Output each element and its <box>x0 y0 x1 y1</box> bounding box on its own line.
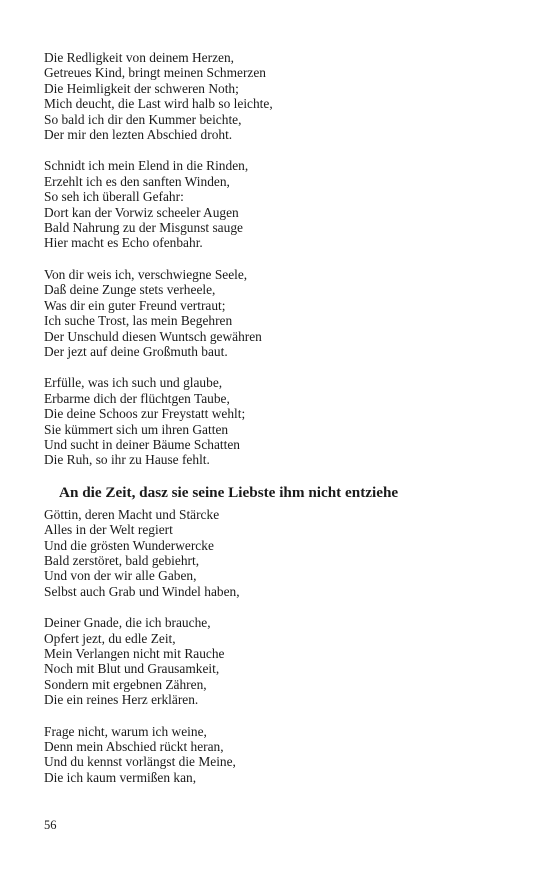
verse-line: Hier macht es Echo ofenbahr. <box>44 235 203 251</box>
poem-title: An die Zeit, dasz sie seine Liebste ihm nicht entziehe <box>59 483 399 501</box>
verse-line: Mein Verlangen nicht mit Rauche <box>44 646 225 661</box>
verse-line: Der Unschuld diesen Wuntsch gewähren <box>44 328 262 344</box>
verse-line: Alles in der Welt regiert <box>44 522 173 538</box>
verse-line: Denn mein Abschied rückt heran, <box>44 739 224 755</box>
verse-line: Die ein reines Herz erklären. <box>44 692 199 708</box>
stanza <box>44 615 514 707</box>
verse-line: Göttin, deren Macht und Stärcke <box>44 506 220 522</box>
verse-line: Noch mit Blut und Grausamkeit, <box>44 661 220 677</box>
verse-line: Die Ruh, so ihr zu Hause fehlt. <box>44 452 210 468</box>
verse-line: Deiner Gnade, die ich brauche, <box>44 615 211 631</box>
verse-line: Getreues Kind, bringt meinen Schmerzen <box>44 65 266 81</box>
verse-line: Erbarme dich der flüchtgen Taube, <box>44 390 230 406</box>
verse-line: Bald Nahrung zu der Misgunst sauge <box>44 220 243 236</box>
stanza <box>44 50 514 142</box>
verse-line: Selbst auch Grab und Windel haben, <box>44 583 240 599</box>
verse-line: Und die grösten Wunderwercke <box>44 537 214 553</box>
poem-1 <box>44 50 514 468</box>
stanza <box>44 267 514 359</box>
poem-2 <box>44 484 514 786</box>
verse-line: Von dir weis ich, verschwiegne Seele, <box>44 266 248 282</box>
verse-line: Bald zerstöret, bald gebiehrt, <box>44 552 200 568</box>
verse-line: Erzehlt ich es den sanften Winden, <box>44 173 230 189</box>
page-body <box>44 50 514 801</box>
verse-line: Die Heimligkeit der schweren Noth; <box>44 80 239 96</box>
page-number: 56 <box>44 818 57 832</box>
verse-line: So bald ich dir den Kummer beichte, <box>44 111 242 127</box>
verse-line: Frage nicht, warum ich weine, <box>44 723 207 739</box>
verse-line: Und du kennst vorlängst die Meine, <box>44 754 236 770</box>
verse-line: Opfert jezt, du edle Zeit, <box>44 630 176 646</box>
verse-line: Die deine Schoos zur Freystatt wehlt; <box>44 406 246 422</box>
verse-line: Erfülle, was ich such und glaube, <box>44 375 223 391</box>
verse-line: Ich suche Trost, las mein Begehren <box>44 313 233 329</box>
verse-line: Sie kümmert sich um ihren Gatten <box>44 421 229 437</box>
verse-line: Die Redligkeit von deinem Herzen, <box>44 50 235 65</box>
verse-line: Der jezt auf deine Großmuth baut. <box>44 343 228 359</box>
stanza <box>44 158 514 250</box>
verse-line: Was dir ein guter Freund vertraut; <box>44 297 226 313</box>
stanza <box>44 507 514 599</box>
verse-line: Daß deine Zunge stets verheele, <box>44 282 216 298</box>
verse-line: Mich deucht, die Last wird halb so leichte, <box>44 96 273 112</box>
verse-line: Dort kan der Vorwiz scheeler Augen <box>44 204 239 220</box>
verse-line: Die ich kaum vermißen kan, <box>44 769 197 785</box>
verse-line: Und von der wir alle Gaben, <box>44 568 197 584</box>
stanza <box>44 375 514 467</box>
verse-line: Und sucht in deiner Bäume Schatten <box>44 436 240 452</box>
verse-line: Der mir den lezten Abschied droht. <box>44 127 233 143</box>
verse-line: Sondern mit ergebnen Zähren, <box>44 676 207 692</box>
verse-line: So seh ich überall Gefahr: <box>44 189 184 205</box>
verse-line: Schnidt ich mein Elend in die Rinden, <box>44 158 249 174</box>
stanza <box>44 724 514 786</box>
